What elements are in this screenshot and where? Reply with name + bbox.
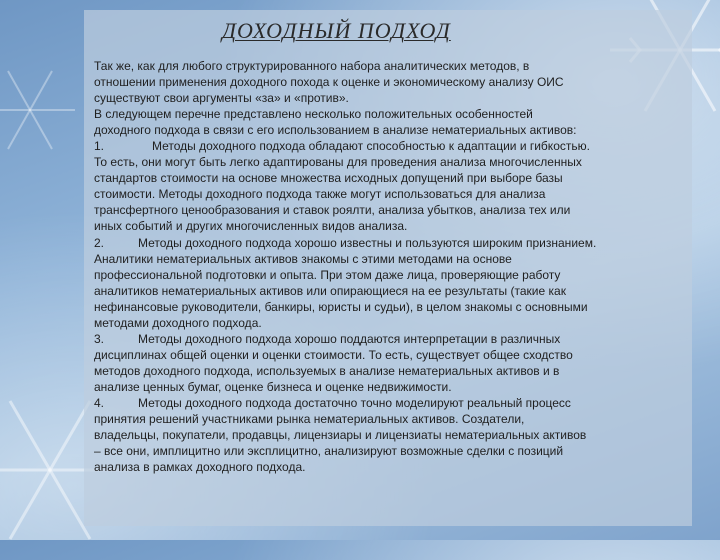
text-line: доходного подхода в связи с его использованием в анализе нематериальных активов: <box>94 123 577 138</box>
text-line: В следующем перечне представлено несколько положительных особенностей <box>94 107 533 122</box>
text-line: Методы доходного подхода хорошо известны и пользуются широким признанием. <box>138 235 597 250</box>
text-line: Методы доходного подхода обладают способностью к адаптации и гибкостью. <box>152 139 590 154</box>
list-number: 3. <box>94 331 105 346</box>
text-line: принятия решений участниками рынка нематериальных активов. Создатели, <box>94 412 525 427</box>
text-line: Методы доходного подхода достаточно точно моделируют реальный процесс <box>138 395 571 410</box>
text-line: – все они, имплицитно или эксплицитно, анализируют возможные сделки с позиций <box>94 444 564 459</box>
text-line: То есть, они могут быть легко адаптированы для проведения анализа многочисленных <box>94 155 582 170</box>
text-line: Методы доходного подхода хорошо поддаются интерпретации в различных <box>138 331 561 346</box>
text-line: Так же, как для любого структурированного набора аналитических методов, в <box>94 59 530 73</box>
text-line: нефинансовые руководители, банкиры, юристы и судьи), в целом знакомы с основными <box>94 299 588 314</box>
text-line: методами доходного подхода. <box>94 315 262 330</box>
list-item-4 <box>94 395 684 411</box>
text-line: стандартов стоимости на основе множества исходных допущений при выборе базы <box>94 171 563 186</box>
text-line: иных событий и других многочисленных видов анализа. <box>94 219 408 234</box>
text-line: анализа в рамках доходного подхода. <box>94 460 306 475</box>
text-line: аналитиков нематериальных активов или опирающиеся на ее результаты (такие как <box>94 283 566 298</box>
text-line: существуют свои аргументы «за» и «против». <box>94 91 349 106</box>
text-line: отношении применения доходного похода к оценке и экономическому анализу ОИС <box>94 75 564 90</box>
list-number: 2. <box>94 235 105 250</box>
snowflake-decoration-icon <box>0 60 80 160</box>
list-number: 1. <box>94 139 105 154</box>
text-line: анализе ценных бумаг, оценке бизнеса и оценке недвижимости. <box>94 379 452 394</box>
list-item-3 <box>94 331 684 347</box>
text-line: трансфертного ценообразования и ставок роялти, анализа убытков, анализа тех или <box>94 203 571 218</box>
page-title: ДОХОДНЫЙ ПОДХОД <box>222 18 451 43</box>
text-line: Аналитики нематериальных активов знакомы с этими методами на основе <box>94 251 512 266</box>
text-line: профессиональной подготовки и опыта. При этом даже лица, проверяющие работу <box>94 267 561 282</box>
list-item-1 <box>94 138 684 154</box>
body-text <box>94 58 684 475</box>
text-line: методов доходного подхода, используемых в анализе нематериальных активов и в <box>94 363 560 378</box>
text-line: стоимости. Методы доходного подхода также могут использоваться для анализа <box>94 187 546 202</box>
list-number: 4. <box>94 395 105 410</box>
text-line: владельцы, покупатели, продавцы, лицензиары и лицензиаты нематериальных активов <box>94 428 587 443</box>
list-item-2 <box>94 235 684 251</box>
text-line: дисциплинах общей оценки и оценки стоимости. То есть, существует общее сходство <box>94 347 573 362</box>
